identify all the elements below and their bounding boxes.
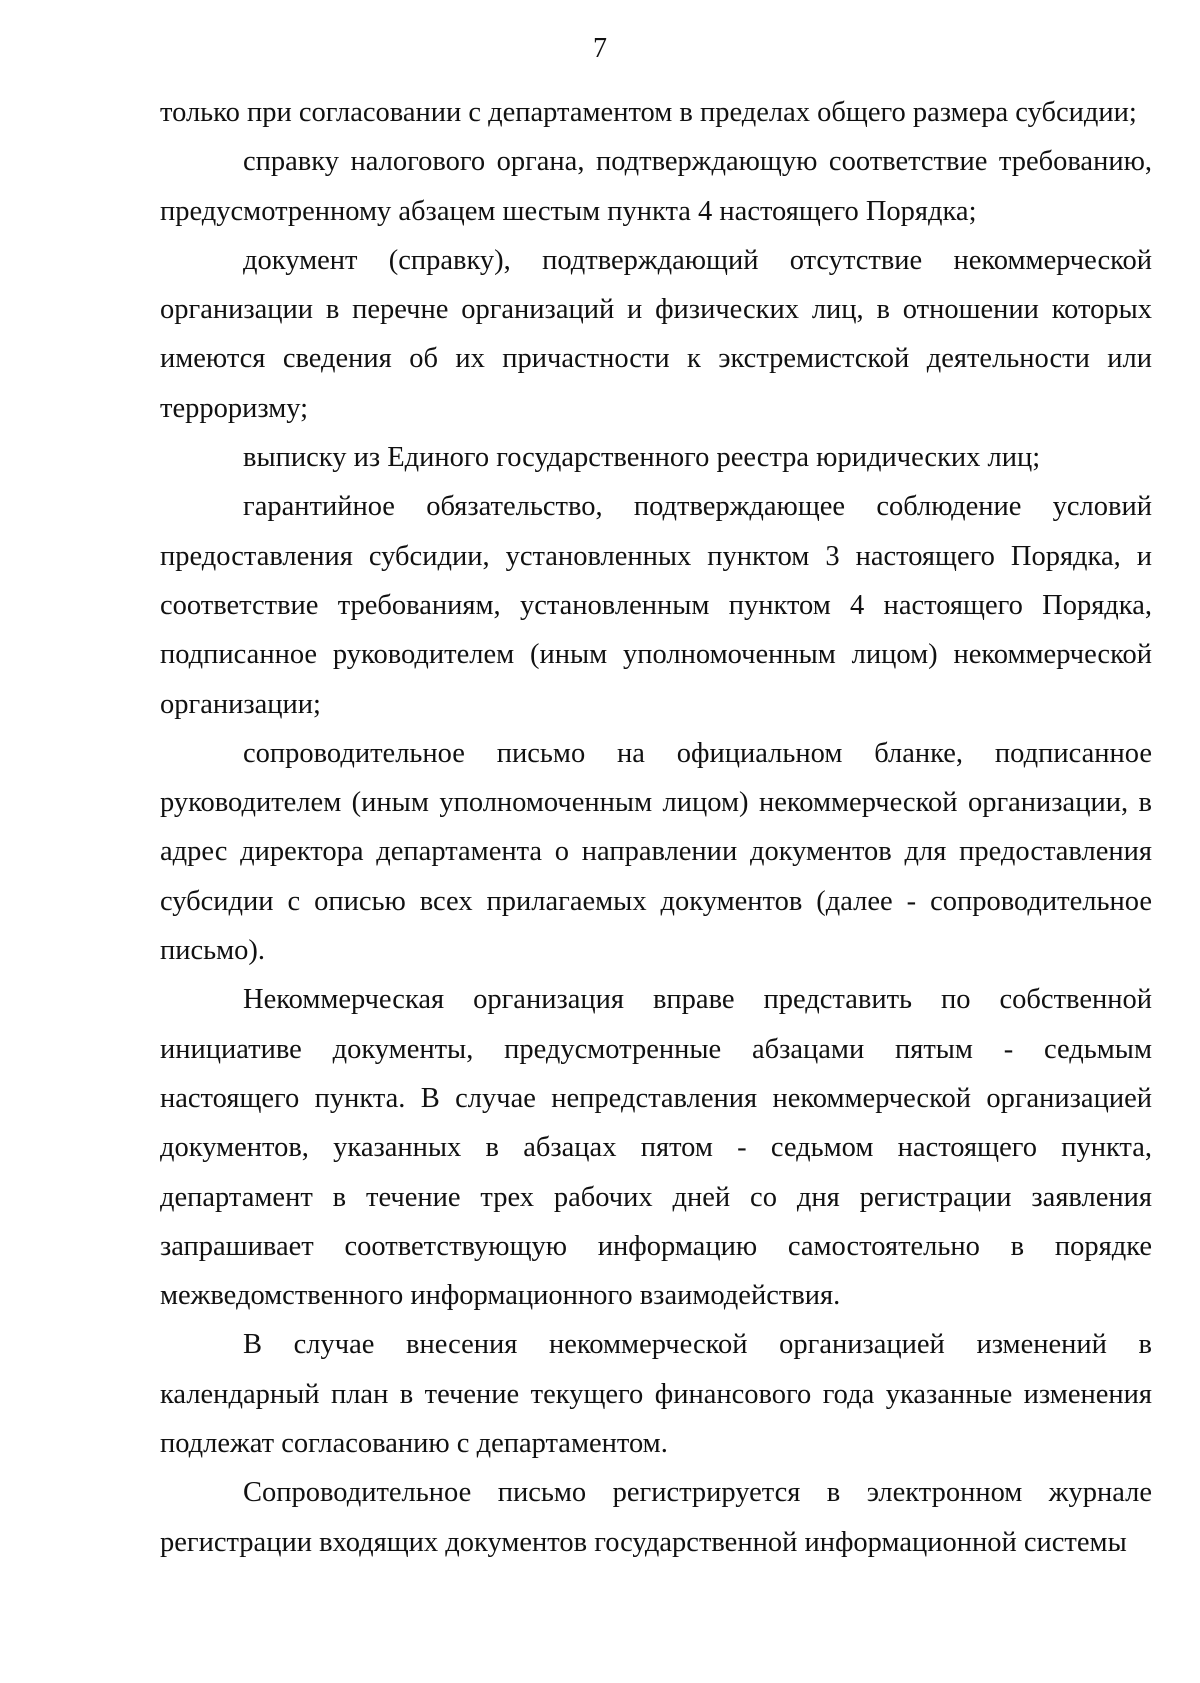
paragraph-guarantee-obligation: гарантийное обязательство, подтверждающее соблюдение условий предоставления субсидии, установленных пунктом 3 настоящего Порядка, и соответствие требованиям, установленным пунктом 4 настоящего Порядка, подписанное руководителем (иным уполномоченным лицом) некоммерческой организации;	[160, 491, 1152, 720]
paragraph-registry-extract: выписку из Единого государственного реестра юридических лиц;	[243, 442, 1041, 474]
page-number: 7	[593, 33, 607, 64]
paragraph-cover-letter: сопроводительное письмо на официальном бланке, подписанное руководителем (иным уполномоченным лицом) некоммерческой организации, в адрес директора департамента о направлении документов для предоставления субсидии с описью всех прилагаемых документов (далее - сопроводительное письмо).	[160, 737, 1152, 967]
document-body	[160, 88, 1152, 1567]
paragraph-tax-certificate: справку налогового органа, подтверждающую соответствие требованию, предусмотренному абзацем шестым пункта 4 настоящего Порядка;	[160, 146, 1152, 227]
paragraph-continuation: только при согласовании с департаментом в пределах общего размера субсидии;	[160, 97, 1137, 128]
paragraph-own-initiative: Некоммерческая организация вправе представить по собственной инициативе документы, предусмотренные абзацами пятым - седьмым настоящего пункта. В случае непредставления некоммерческой организацией документов, указанных в абзацах пятом - седьмом настоящего пункта, департамент в течение трех рабочих дней со дня регистрации заявления запрашивает соответствующую информацию самостоятельно в порядке межведомственного информационного взаимодействия.	[160, 984, 1152, 1312]
paragraph-extremism-certificate: документ (справку), подтверждающий отсутствие некоммерческой организации в перечне организаций и физических лиц, в отношении которых имеются сведения об их причастности к экстремистской деятельности или терроризму;	[160, 244, 1152, 424]
paragraph-calendar-plan-changes: В случае внесения некоммерческой организацией изменений в календарный план в течение текущего финансового года указанные изменения подлежат согласованию с департаментом.	[160, 1329, 1152, 1460]
paragraph-registration: Сопроводительное письмо регистрируется в электронном журнале регистрации входящих документов государственной информационной системы	[160, 1477, 1152, 1558]
